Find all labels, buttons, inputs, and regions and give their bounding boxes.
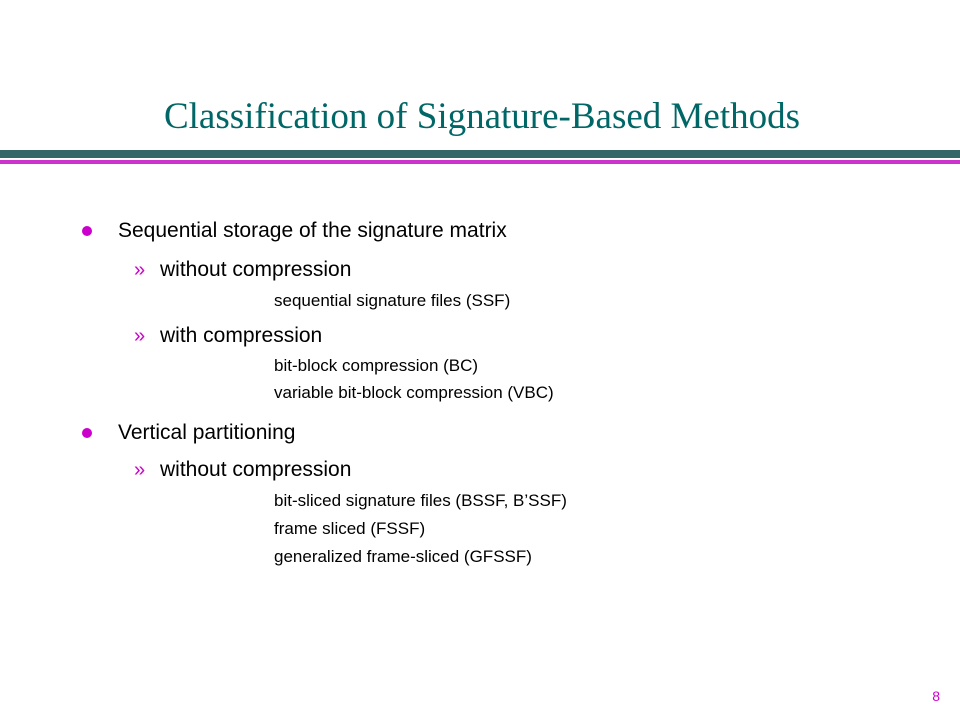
sub-bullet-without-compression <box>134 256 351 284</box>
method-item: generalized frame-sliced (GFSSF) <box>274 547 532 566</box>
slide-title: Classification of Signature-Based Methods <box>163 96 801 137</box>
sub-bullet-without-compression <box>134 456 351 484</box>
bullet-dot-icon <box>82 226 92 236</box>
bullet-label: Sequential storage of the signature matrix <box>118 219 507 242</box>
method-item: variable bit-block compression (VBC) <box>274 383 554 402</box>
sub-bullet-with-compression <box>134 322 322 350</box>
bullet-label: Vertical partitioning <box>118 421 296 444</box>
bullet-sequential-storage <box>82 216 507 246</box>
page-number: 8 <box>932 688 940 704</box>
bullet-dot-icon <box>82 428 92 438</box>
raquo-bullet-icon: » <box>134 458 146 481</box>
sub-bullet-label: with compression <box>160 324 323 347</box>
title-underline-primary <box>0 150 960 158</box>
method-item: bit-sliced signature files (BSSF, B’SSF) <box>274 491 567 510</box>
sub-bullet-label: without compression <box>160 458 352 481</box>
bullet-vertical-partitioning <box>82 418 295 448</box>
method-item: frame sliced (FSSF) <box>274 519 426 538</box>
title-underline-secondary <box>0 160 960 164</box>
method-item: sequential signature files (SSF) <box>274 291 511 310</box>
raquo-bullet-icon: » <box>134 324 146 347</box>
raquo-bullet-icon: » <box>134 258 146 281</box>
method-item: bit-block compression (BC) <box>274 356 479 375</box>
sub-bullet-label: without compression <box>160 258 352 281</box>
